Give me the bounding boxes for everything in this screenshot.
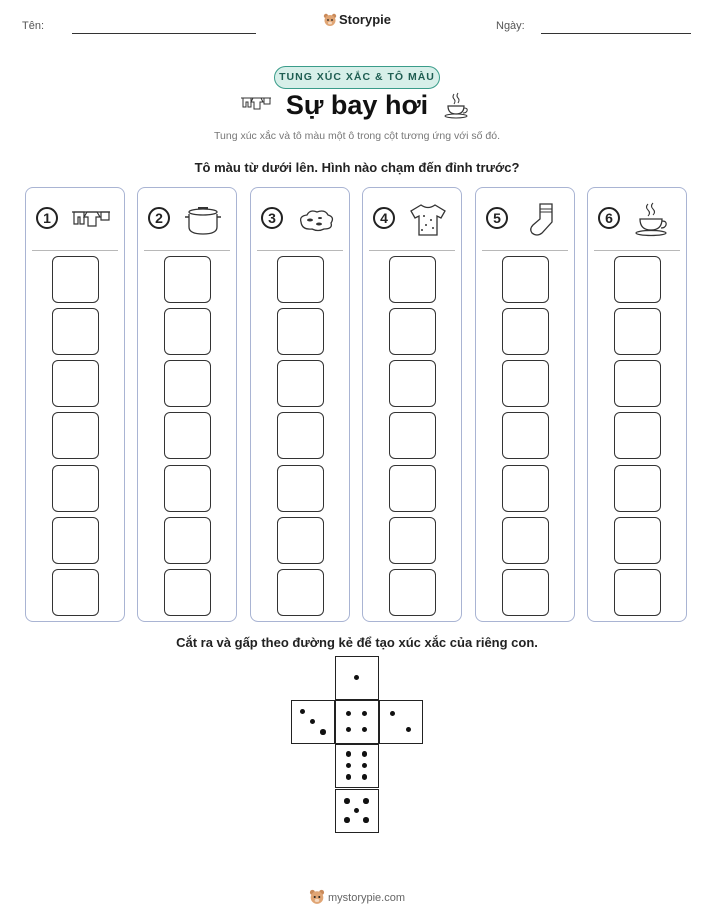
column-divider [594,250,680,251]
color-cell[interactable] [502,308,549,355]
column-4 [362,187,462,622]
color-cell[interactable] [164,360,211,407]
dice-pip [300,709,306,715]
dice-pip [362,751,368,757]
dice-pip [344,798,350,804]
dice-pip [310,719,316,725]
dice-pip [346,711,352,717]
color-cell[interactable] [277,569,324,616]
column-number: 6 [598,207,620,229]
footer [0,889,714,905]
dice-pip [346,763,352,769]
name-label: Tên: [22,20,45,32]
column-header [26,188,124,250]
dice-pip [362,763,368,769]
color-cell[interactable] [164,517,211,564]
column-3 [250,187,350,622]
color-cell[interactable] [52,412,99,459]
column-2 [137,187,237,622]
column-1 [25,187,125,622]
column-header [588,188,686,250]
column-header [363,188,461,250]
color-cell[interactable] [164,412,211,459]
color-cell[interactable] [52,569,99,616]
brand-name: Storypie [338,12,391,27]
dice-pip [390,711,396,717]
dice-face-5 [335,789,379,833]
color-cell[interactable] [52,256,99,303]
activity-tag: TUNG XÚC XẮC & TÔ MÀU [274,66,440,89]
color-cell[interactable] [614,517,661,564]
color-cell[interactable] [389,465,436,512]
color-cell[interactable] [502,465,549,512]
puddle-icon [295,202,337,238]
hot-tea-icon [632,202,674,238]
color-cell[interactable] [389,569,436,616]
dice-pip [346,751,352,757]
subtitle: Tung xúc xắc và tô màu một ô trong cột tương ứng với số đó. [214,130,500,142]
brand-logo [0,12,714,27]
column-number: 5 [486,207,508,229]
pot-icon [182,202,224,238]
color-cell[interactable] [614,360,661,407]
hot-tea-icon [443,92,473,120]
color-cell[interactable] [52,517,99,564]
dice-face-4 [335,700,379,744]
dice-face-1 [335,656,379,700]
name-line[interactable] [72,33,256,34]
cut-instruction: Cắt ra và gấp theo đường kẻ để tạo xúc xắc của riêng con. [176,635,538,650]
column-number: 2 [148,207,170,229]
dice-pip [363,798,369,804]
column-divider [482,250,568,251]
color-cell[interactable] [52,465,99,512]
dice-pip [362,774,368,780]
dice-pip [363,817,369,823]
color-cell[interactable] [277,465,324,512]
color-cell[interactable] [502,569,549,616]
dice-face-3 [291,700,335,744]
wet-shirt-icon [407,202,449,238]
dice-face-2 [379,700,423,744]
question-text: Tô màu từ dưới lên. Hình nào chạm đến đỉnh trước? [194,160,520,175]
column-6 [587,187,687,622]
page-title: Sự bay hơi [285,90,429,120]
column-number: 1 [36,207,58,229]
color-cell[interactable] [614,465,661,512]
color-cell[interactable] [164,308,211,355]
column-header [476,188,574,250]
color-cell[interactable] [277,360,324,407]
color-cell[interactable] [389,360,436,407]
color-cell[interactable] [614,308,661,355]
color-cell[interactable] [164,465,211,512]
color-cell[interactable] [277,256,324,303]
dice-pip [354,808,360,814]
column-5 [475,187,575,622]
bear-logo-icon [309,889,325,905]
color-cell[interactable] [502,412,549,459]
column-number: 4 [373,207,395,229]
column-divider [369,250,455,251]
dice-pip [344,817,350,823]
column-divider [144,250,230,251]
color-cell[interactable] [277,308,324,355]
clothesline-icon [70,202,112,238]
color-cell[interactable] [502,517,549,564]
color-cell[interactable] [389,412,436,459]
color-cell[interactable] [614,256,661,303]
color-cell[interactable] [614,569,661,616]
dice-pip [354,675,360,681]
footer-url[interactable]: mystorypie.com [327,892,406,904]
date-line[interactable] [541,33,691,34]
color-cell[interactable] [277,517,324,564]
dice-pip [362,711,368,717]
bear-logo-icon [323,13,337,27]
column-divider [32,250,118,251]
color-cell[interactable] [389,517,436,564]
dice-face-6 [335,744,379,788]
color-cell[interactable] [164,256,211,303]
dice-pip [406,727,412,733]
sock-icon [520,202,562,238]
color-cell[interactable] [277,412,324,459]
column-header [138,188,236,250]
color-cell[interactable] [389,308,436,355]
color-cell[interactable] [164,569,211,616]
color-cell[interactable] [614,412,661,459]
dice-pip [346,774,352,780]
column-divider [257,250,343,251]
column-header [251,188,349,250]
dice-pip [320,729,326,735]
color-cell[interactable] [502,360,549,407]
color-cell[interactable] [389,256,436,303]
color-cell[interactable] [52,360,99,407]
column-number: 3 [261,207,283,229]
dice-pip [346,727,352,733]
color-cell[interactable] [52,308,99,355]
dice-pip [362,727,368,733]
date-label: Ngày: [496,20,525,32]
color-cell[interactable] [502,256,549,303]
